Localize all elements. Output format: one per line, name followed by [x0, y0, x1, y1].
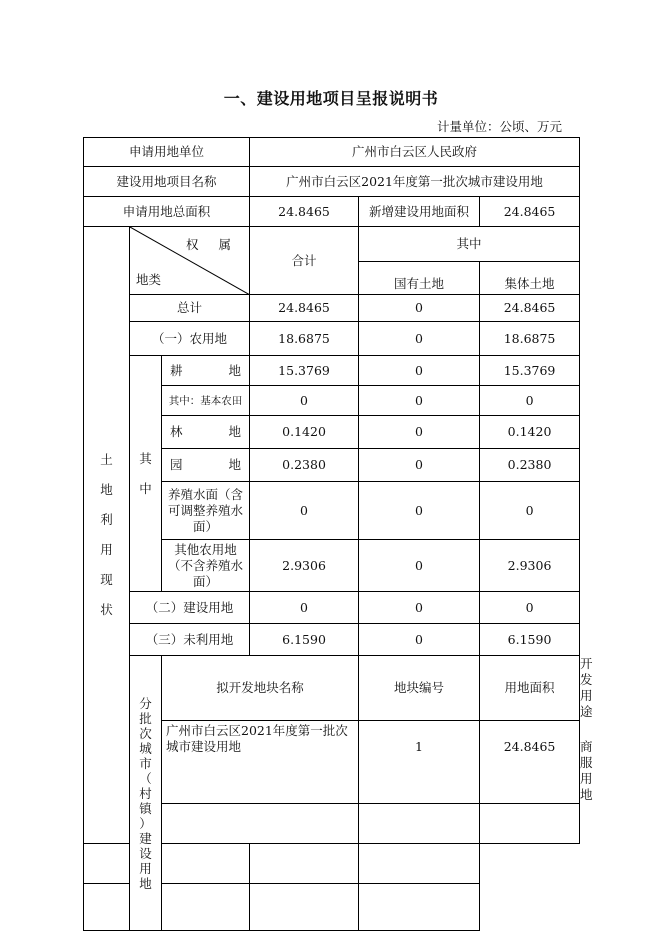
cell-collective: 0.1420	[480, 416, 580, 449]
empty-cell	[250, 884, 359, 931]
cell-total: 0.2380	[250, 449, 359, 482]
empty-cell	[359, 884, 480, 931]
unit-note: 计量单位：公顷、万元	[436, 119, 562, 134]
land-report-table	[83, 137, 593, 931]
project-name-label: 建设用地项目名称	[84, 167, 250, 197]
row-label: 林 地	[162, 416, 250, 449]
cell-total: 2.9306	[250, 540, 359, 592]
header-state-land: 国有土地	[359, 262, 480, 295]
batch-name: 广州市白云区2021年度第一批次城市建设用地	[162, 721, 359, 804]
new-area-value: 24.8465	[480, 197, 580, 227]
total-area-value: 24.8465	[250, 197, 359, 227]
cell-collective: 15.3769	[480, 356, 580, 386]
cell-state: 0	[359, 540, 480, 592]
row-label: 耕 地	[162, 356, 250, 386]
empty-cell	[359, 804, 480, 844]
header-total: 合计	[250, 227, 359, 295]
row-label: （二）建设用地	[130, 592, 250, 624]
header-of-which: 其中	[359, 227, 580, 262]
header-ownership: 权 属	[186, 237, 240, 252]
table-row	[84, 844, 580, 884]
applicant-value: 广州市白云区人民政府	[250, 138, 580, 167]
table-row	[84, 295, 580, 322]
document-title: 一、建设用地项目呈报说明书	[223, 89, 439, 108]
header-land-type: 地类	[136, 272, 162, 287]
land-use-side-label: 土 地 利 用 现 状	[84, 227, 130, 844]
project-name-row	[84, 167, 580, 197]
cell-total: 0	[250, 482, 359, 540]
cell-state: 0	[359, 482, 480, 540]
cell-collective: 0.2380	[480, 449, 580, 482]
batch-header-area: 用地面积	[480, 656, 580, 721]
table-row	[84, 356, 580, 386]
cell-state: 0	[359, 624, 480, 656]
cell-state: 0	[359, 322, 480, 356]
table-row	[84, 322, 580, 356]
table-row	[84, 884, 580, 931]
applicant-row	[84, 138, 580, 167]
empty-cell	[359, 844, 480, 884]
table-row: 广州市白云区2021年度第一批次城市建设用地 1 24.8465 商服用地	[84, 721, 580, 804]
empty-cell	[162, 844, 250, 884]
diagonal-header-cell	[130, 227, 250, 295]
total-area-label: 申请用地总面积	[84, 197, 250, 227]
cell-state: 0	[359, 449, 480, 482]
cell-collective: 0	[480, 592, 580, 624]
empty-cell	[162, 804, 359, 844]
row-label: 总计	[130, 295, 250, 322]
cell-state: 0	[359, 416, 480, 449]
cell-state: 0	[359, 386, 480, 416]
row-label: 其中：基本农田	[162, 386, 250, 416]
batch-header-name: 拟开发地块名称	[162, 656, 359, 721]
cell-state: 0	[359, 356, 480, 386]
cell-state: 0	[359, 592, 480, 624]
cell-total: 0	[250, 592, 359, 624]
cell-total: 0.1420	[250, 416, 359, 449]
land-use-header-row	[84, 227, 580, 262]
table-row	[84, 592, 580, 624]
new-area-label: 新增建设用地面积	[359, 197, 480, 227]
cell-total: 6.1590	[250, 624, 359, 656]
table-row	[84, 624, 580, 656]
empty-cell	[162, 884, 250, 931]
cell-state: 0	[359, 295, 480, 322]
of-which-side-label: 其 中	[130, 356, 162, 592]
batch-header-no: 地块编号	[359, 656, 480, 721]
area-row	[84, 197, 580, 227]
row-label: 其他农用地（不含养殖水面）	[162, 540, 250, 592]
batch-side-label: 分 批 次 城 市 （ 村 镇 ） 建 设 用 地	[130, 656, 162, 931]
cell-collective: 2.9306	[480, 540, 580, 592]
cell-total: 18.6875	[250, 322, 359, 356]
cell-total: 15.3769	[250, 356, 359, 386]
batch-no: 1	[359, 721, 480, 804]
row-label: 园 地	[162, 449, 250, 482]
batch-area: 24.8465	[480, 721, 580, 804]
empty-cell	[84, 884, 162, 931]
cell-collective: 24.8465	[480, 295, 580, 322]
applicant-label: 申请用地单位	[84, 138, 250, 167]
row-label: 养殖水面（含可调整养殖水面）	[162, 482, 250, 540]
cell-collective: 0	[480, 482, 580, 540]
row-label: （三）未利用地	[130, 624, 250, 656]
project-name-value: 广州市白云区2021年度第一批次城市建设用地	[250, 167, 580, 197]
cell-collective: 6.1590	[480, 624, 580, 656]
row-label: （一）农用地	[130, 322, 250, 356]
cell-collective: 0	[480, 386, 580, 416]
empty-cell	[250, 844, 359, 884]
header-collective-land: 集体土地	[480, 262, 580, 295]
cell-collective: 18.6875	[480, 322, 580, 356]
empty-cell	[480, 804, 580, 844]
cell-total: 24.8465	[250, 295, 359, 322]
cell-total: 0	[250, 386, 359, 416]
batch-header-row: 分 批 次 城 市 （ 村 镇 ） 建 设 用 地 拟开发地块名称 地块编号 用地面积 开发用途	[84, 656, 580, 721]
